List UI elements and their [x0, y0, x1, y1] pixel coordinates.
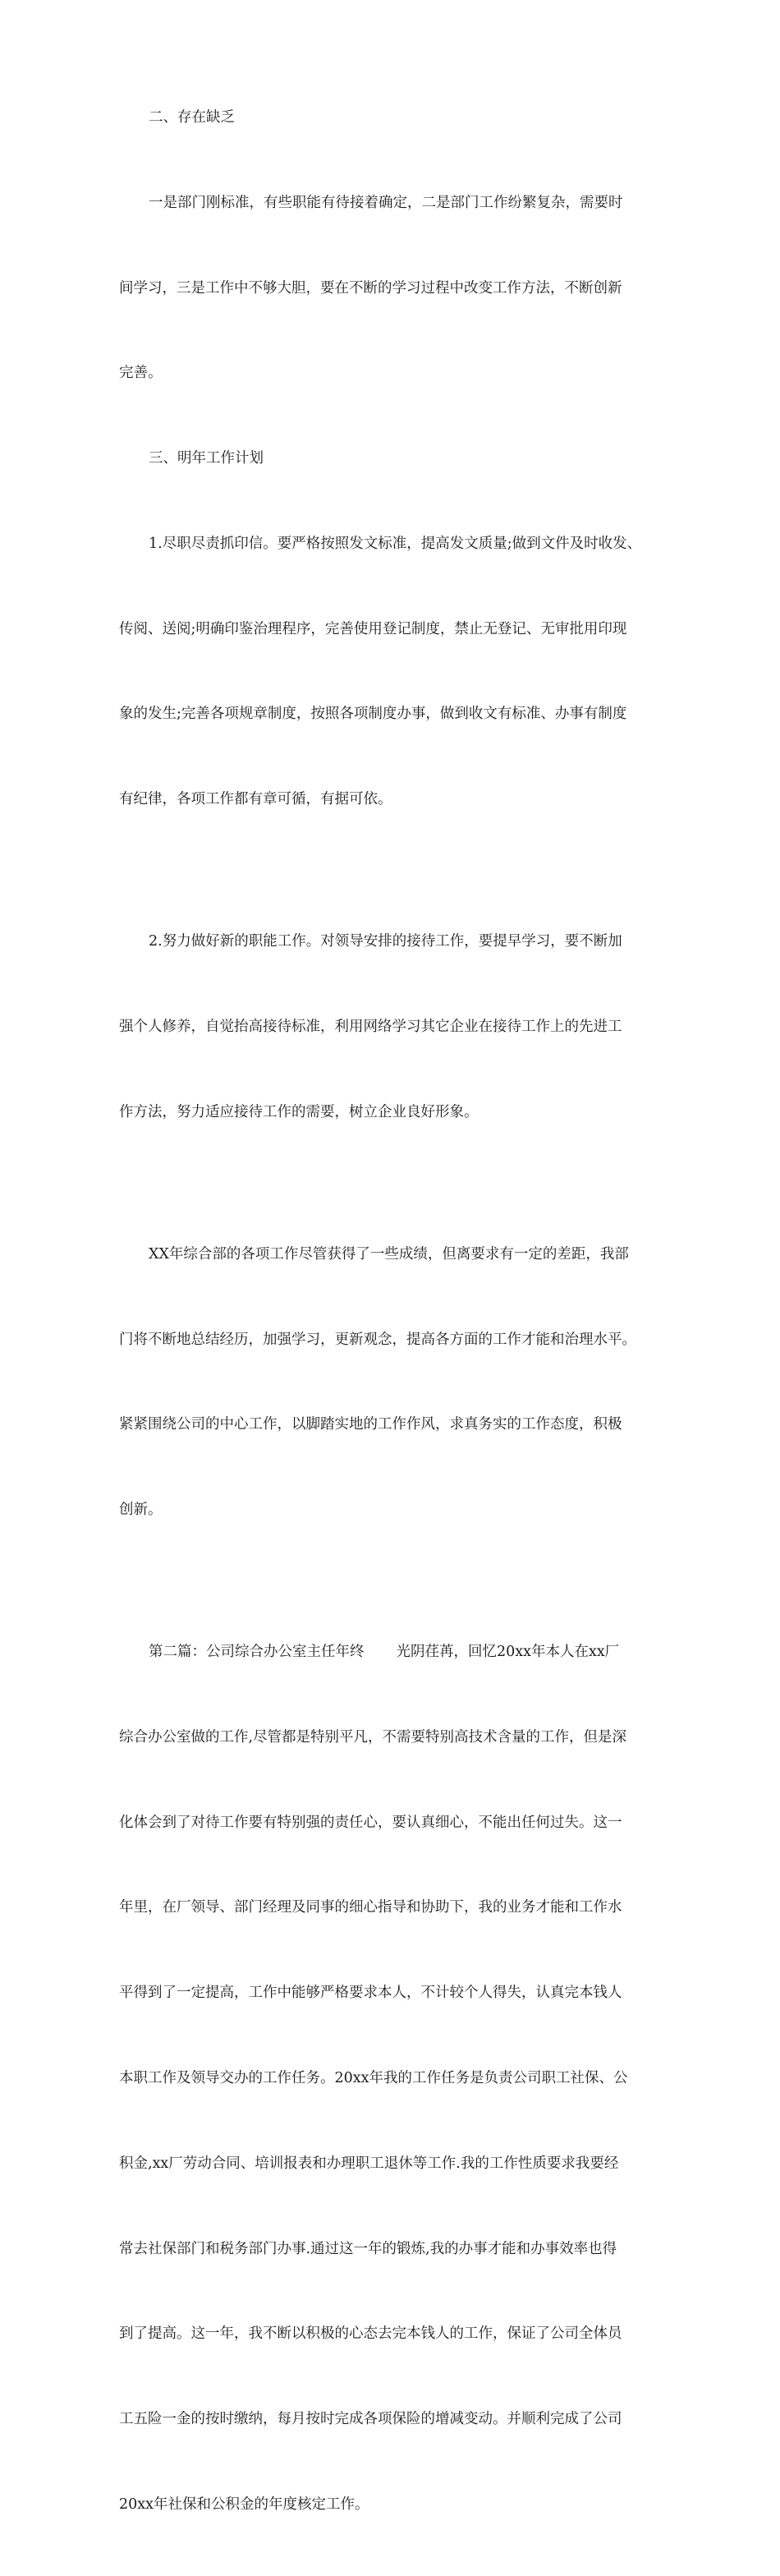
text-line: 积金,xx厂劳动合同、培训报表和办理职工退休等工作.我的工作性质要求我要经 — [119, 2155, 619, 2172]
closing-paragraph — [119, 1184, 677, 1581]
section-heading-shortcomings — [119, 104, 677, 132]
text-line: XX年综合部的各项工作尽管获得了一些成绩，但离要求有一定的差距，我部 — [149, 1245, 629, 1263]
text-line: 年里，在厂领导、部门经理及同事的细心指导和协助下，我的业务才能和工作水 — [119, 1899, 622, 1916]
text-line: 有纪律，各项工作都有章可循，有据可依。 — [119, 791, 392, 808]
text-line: 间学习，三是工作中不够大胆，要在不断的学习过程中改变工作方法，不断创新 — [119, 279, 622, 297]
text-line: 平得到了一定提高，工作中能够严格要求本人，不计较个人得失，认真完本钱人 — [119, 1985, 622, 2002]
text-line: 强个人修养，自觉抬高接待标准，利用网络学习其它企业在接待工作上的先进工 — [119, 1019, 622, 1035]
text-line: 紧紧围绕公司的中心工作，以脚踏实地的工作作风，求真务实的工作态度，积极 — [119, 1416, 622, 1433]
heading-text: 二、存在缺乏 — [149, 109, 235, 126]
text-line: 门将不断地总结经历，加强学习，更新观念，提高各方面的工作才能和治理水平。 — [119, 1331, 636, 1348]
text-line: 本职工作及领导交办的工作任务。20xx年我的工作任务是负责公司职工社保、公 — [119, 2069, 628, 2086]
plan-item-1-paragraph — [119, 473, 677, 871]
text-line: 象的发生;完善各项规章制度，按照各项制度办事，做到收文有标准、办事有制度 — [119, 706, 627, 723]
text-line: 第二篇：公司综合办公室主任年终 光阴荏苒，回忆20xx年本人在xx厂 — [149, 1644, 620, 1661]
text-line: 传阅、送阅;明确印鉴治理程序，完善使用登记制度，禁止无登记、无审批用印现 — [119, 620, 627, 637]
text-line: 常去社保部门和税务部门办事.通过这一年的锻炼,我的办事才能和办事效率也得 — [119, 2240, 617, 2257]
text-line: 完善。 — [119, 365, 163, 382]
text-line: 20xx年社保和公积金的年度核定工作。 — [119, 2496, 369, 2513]
text-line: 1.尽职尽责抓印信。要严格按照发文标准，提高发文质量;做到文件及时收发、 — [149, 535, 642, 552]
section-heading-next-year-plan — [119, 444, 677, 473]
text-line: 工五险一金的按时缴纳，每月按时完成各项保险的增减变动。并顺利完成了公司 — [119, 2411, 622, 2428]
text-line: 创新。 — [119, 1502, 163, 1519]
text-line: 综合办公室做的工作,尽管都是特别平凡，不需要特别高技术含量的工作，但是深 — [119, 1728, 627, 1746]
text-line: 2.努力做好新的职能工作。对领导安排的接待工作，要提早学习，要不断加 — [149, 933, 622, 950]
text-line: 到了提高。这一年，我不断以积极的心态去完本钱人的工作，保证了公司全体员 — [119, 2325, 622, 2343]
heading-text: 三、明年工作计划 — [149, 450, 264, 467]
text-line: 化体会到了对待工作要有特别强的责任心，要认真细心，不能出任何过失。这一 — [119, 1814, 622, 1831]
document-body — [119, 104, 677, 2576]
text-line: 一是部门刚标准，有些职能有待接着确定，二是部门工作纷繁复杂，需要时 — [149, 194, 623, 211]
text-line: 作方法，努力适应接待工作的需要，树立企业良好形象。 — [119, 1103, 479, 1120]
shortcomings-paragraph — [119, 132, 677, 445]
plan-item-2-paragraph — [119, 871, 677, 1184]
second-article-paragraph — [119, 1581, 677, 2576]
